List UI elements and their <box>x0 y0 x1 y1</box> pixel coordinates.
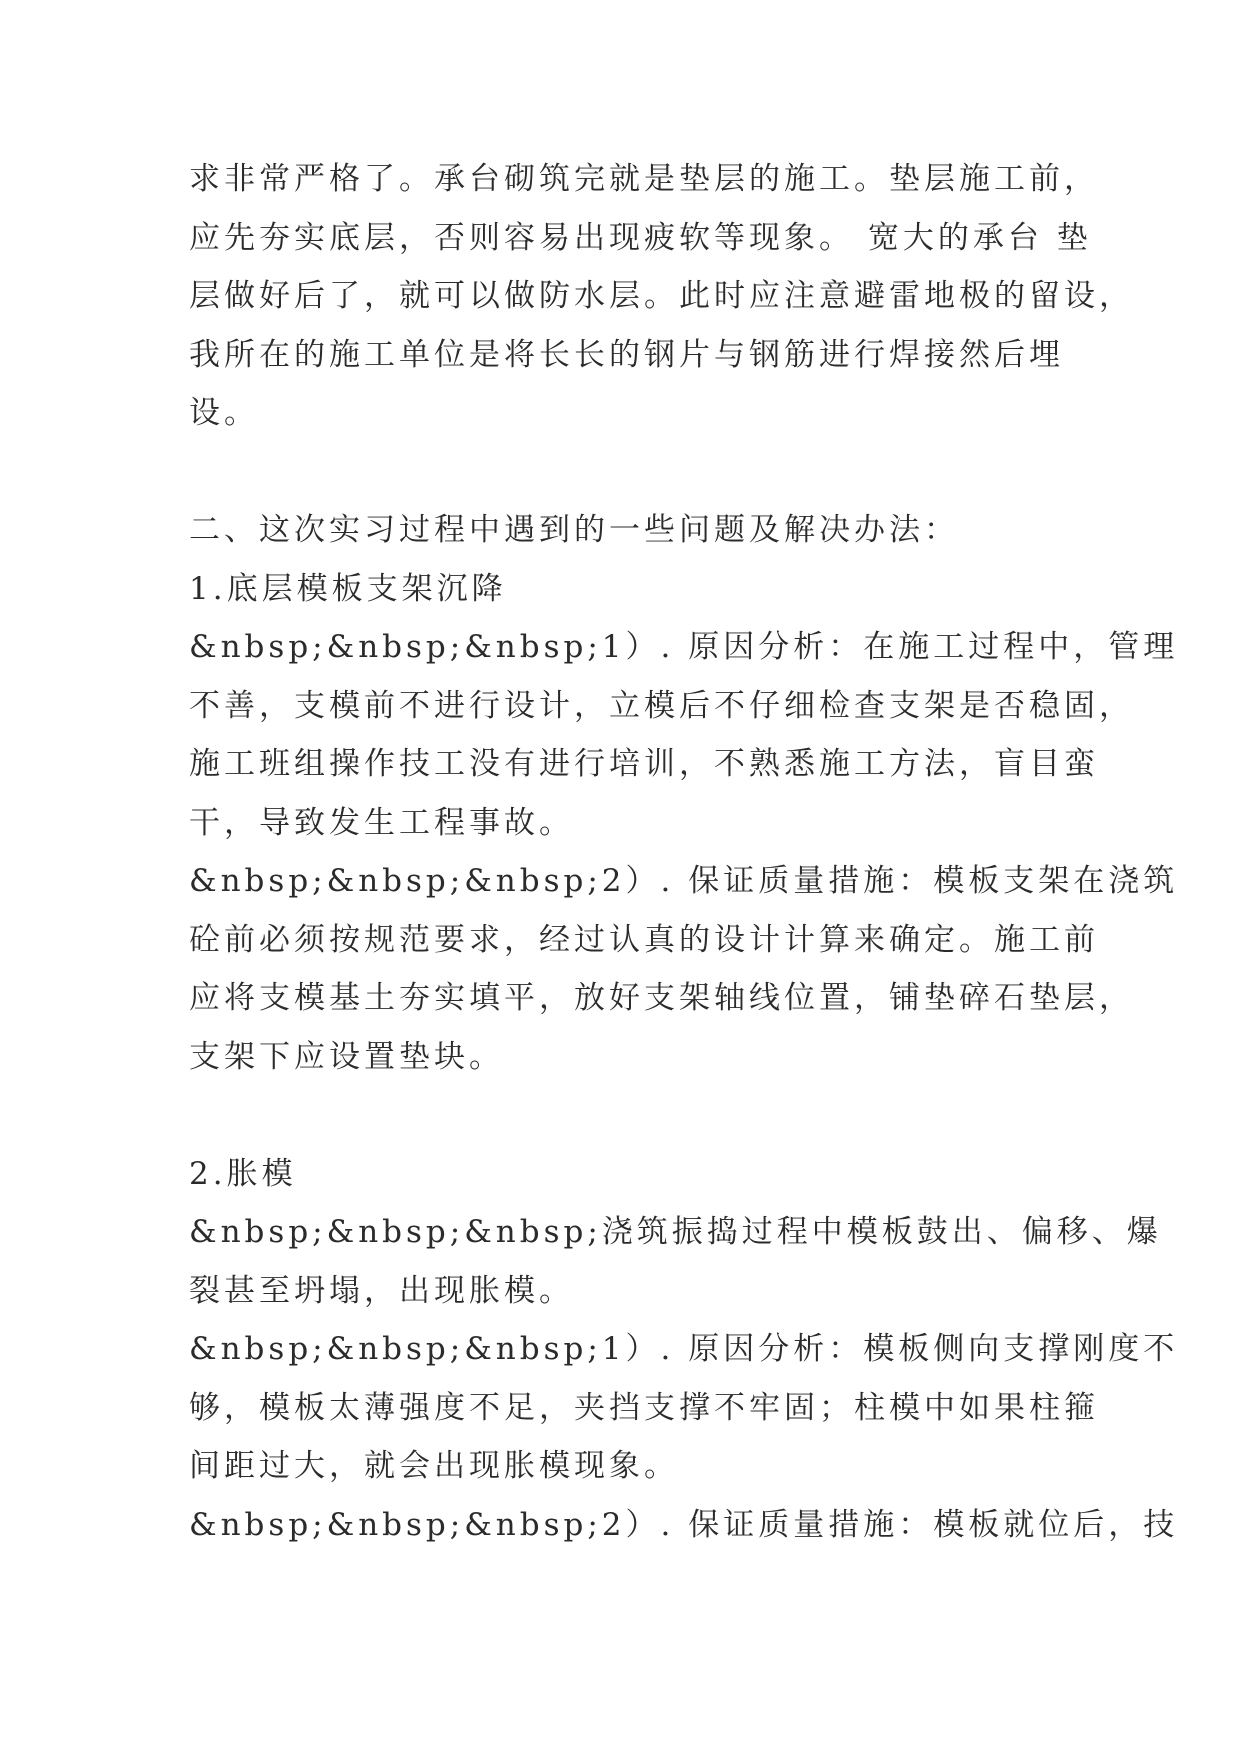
text-line: 裂甚至坍塌，出现胀模。 <box>189 1272 574 1309</box>
text-line: 支架下应设置垫块。 <box>189 1038 504 1075</box>
document-body <box>189 150 1179 1554</box>
text-line: 施工班组操作技工没有进行培训，不熟悉施工方法，盲目蛮 <box>189 746 1099 782</box>
text-line: 求非常严格了。承台砌筑完就是垫层的施工。垫层施工前， <box>189 161 1099 197</box>
text-line: &nbsp;&nbsp;&nbsp;2）. 保证质量措施：模板支架在浇筑 <box>189 863 1179 899</box>
text-line: 间距过大，就会出现胀模现象。 <box>189 1448 679 1484</box>
text-line: 设。 <box>189 395 259 431</box>
text-line: 应先夯实底层，否则容易出现疲软等现象。 宽大的承台 垫 <box>189 219 1092 256</box>
text-line: &nbsp;&nbsp;&nbsp;2）. 保证质量措施：模板就位后，技 <box>189 1506 1179 1543</box>
text-line: &nbsp;&nbsp;&nbsp;1）. 原因分析：在施工过程中，管理 <box>189 629 1179 665</box>
section-heading: 二、这次实习过程中遇到的一些问题及解决办法： <box>189 512 959 548</box>
text-line: 应将支模基土夯实填平，放好支架轴线位置，铺垫碎石垫层， <box>189 980 1134 1016</box>
text-line: &nbsp;&nbsp;&nbsp;浇筑振捣过程中模板鼓出、偏移、爆 <box>189 1214 1162 1250</box>
text-line: 够，模板太薄强度不足，夹挡支撑不牢固；柱模中如果柱箍 <box>189 1389 1099 1426</box>
subsection-heading: 1.底层模板支架沉降 <box>189 570 507 607</box>
blank-line <box>189 1086 1069 1145</box>
text-line: 干，导致发生工程事故。 <box>189 804 574 841</box>
blank-line <box>189 443 1069 502</box>
subsection-heading: 2.胀模 <box>189 1155 297 1192</box>
text-line: 层做好后了，就可以做防水层。此时应注意避雷地极的留设， <box>189 278 1134 314</box>
text-line: 不善，支模前不进行设计，立模后不仔细检查支架是否稳固， <box>189 687 1134 724</box>
text-line: 砼前必须按规范要求，经过认真的设计计算来确定。施工前 <box>189 921 1099 958</box>
text-line: &nbsp;&nbsp;&nbsp;1）. 原因分析：模板侧向支撑刚度不 <box>189 1331 1179 1367</box>
text-line: 我所在的施工单位是将长长的钢片与钢筋进行焊接然后埋 <box>189 336 1064 373</box>
